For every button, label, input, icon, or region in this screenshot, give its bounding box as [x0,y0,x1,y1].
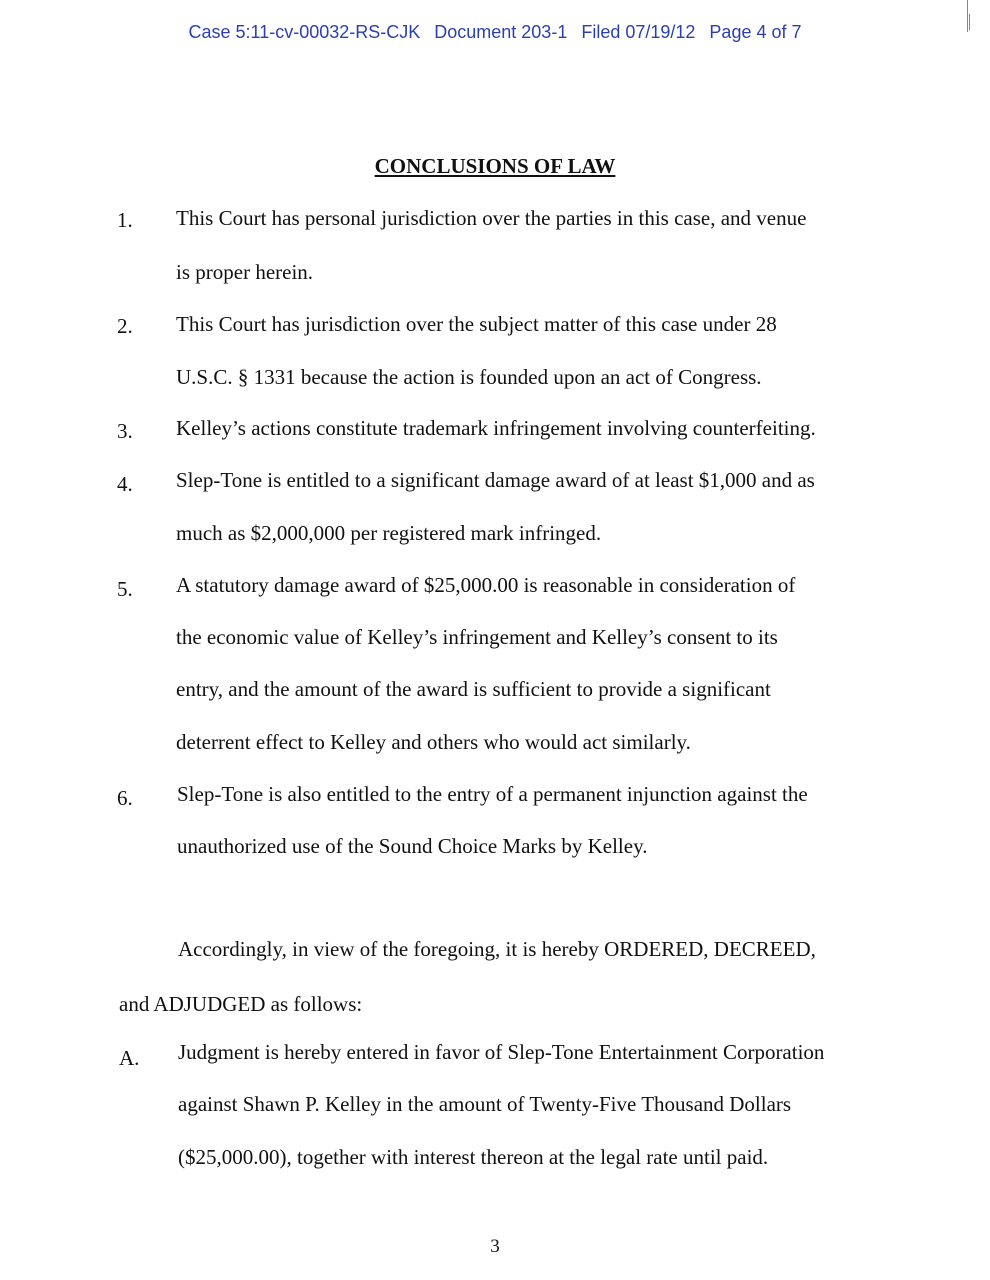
paragraph-line: ($25,000.00), together with interest thereon at the legal rate until paid. [178,1145,769,1169]
paragraph-line: This Court has jurisdiction over the subject matter of this case under 28 [176,312,777,336]
item-number: 5. [117,577,133,601]
item-number: 3. [117,419,133,443]
paragraph-line: unauthorized use of the Sound Choice Marks by Kelley. [177,834,648,858]
section-title: CONCLUSIONS OF LAW [374,154,616,178]
document-number: Document 203-1 [434,22,568,42]
item-number: 1. [117,208,133,232]
paragraph-line: Slep-Tone is also entitled to the entry of a permanent injunction against the [177,782,808,806]
paragraph-line: against Shawn P. Kelley in the amount of Twenty-Five Thousand Dollars [178,1092,792,1116]
order-intro-line: Accordingly, in view of the foregoing, it is hereby ORDERED, DECREED, [178,937,816,961]
paragraph-line: much as $2,000,000 per registered mark infringed. [176,521,602,545]
item-number: 6. [117,786,133,810]
page-number: 3 [490,1236,500,1257]
paragraph-line: deterrent effect to Kelley and others who would act similarly. [176,730,691,754]
order-letter: A. [119,1046,140,1070]
paragraph-line: This Court has personal jurisdiction over the parties in this case, and venue [176,206,807,230]
case-number: Case 5:11-cv-00032-RS-CJK [188,22,421,42]
paragraph-line: the economic value of Kelley’s infringement and Kelley’s consent to its [176,625,778,649]
paragraph-line: Slep-Tone is entitled to a significant damage award of at least $1,000 and as [176,468,815,492]
order-intro-line: and ADJUDGED as follows: [119,992,363,1016]
filed-date: Filed 07/19/12 [581,22,696,42]
page-indicator: Page 4 of 7 [709,22,802,42]
item-number: 4. [117,472,133,496]
paragraph-line: is proper herein. [176,260,314,284]
item-number: 2. [117,314,133,338]
scan-edge-mark [969,14,970,30]
paragraph-line: Judgment is hereby entered in favor of Slep-Tone Entertainment Corporation [178,1040,825,1064]
paragraph-line: U.S.C. § 1331 because the action is founded upon an act of Congress. [176,365,762,389]
scan-edge-mark [967,0,968,32]
paragraph-line: A statutory damage award of $25,000.00 is reasonable in consideration of [176,573,796,597]
paragraph-line: entry, and the amount of the award is sufficient to provide a significant [176,677,771,701]
paragraph-line: Kelley’s actions constitute trademark infringement involving counterfeiting. [176,416,816,440]
filing-header [0,22,990,43]
